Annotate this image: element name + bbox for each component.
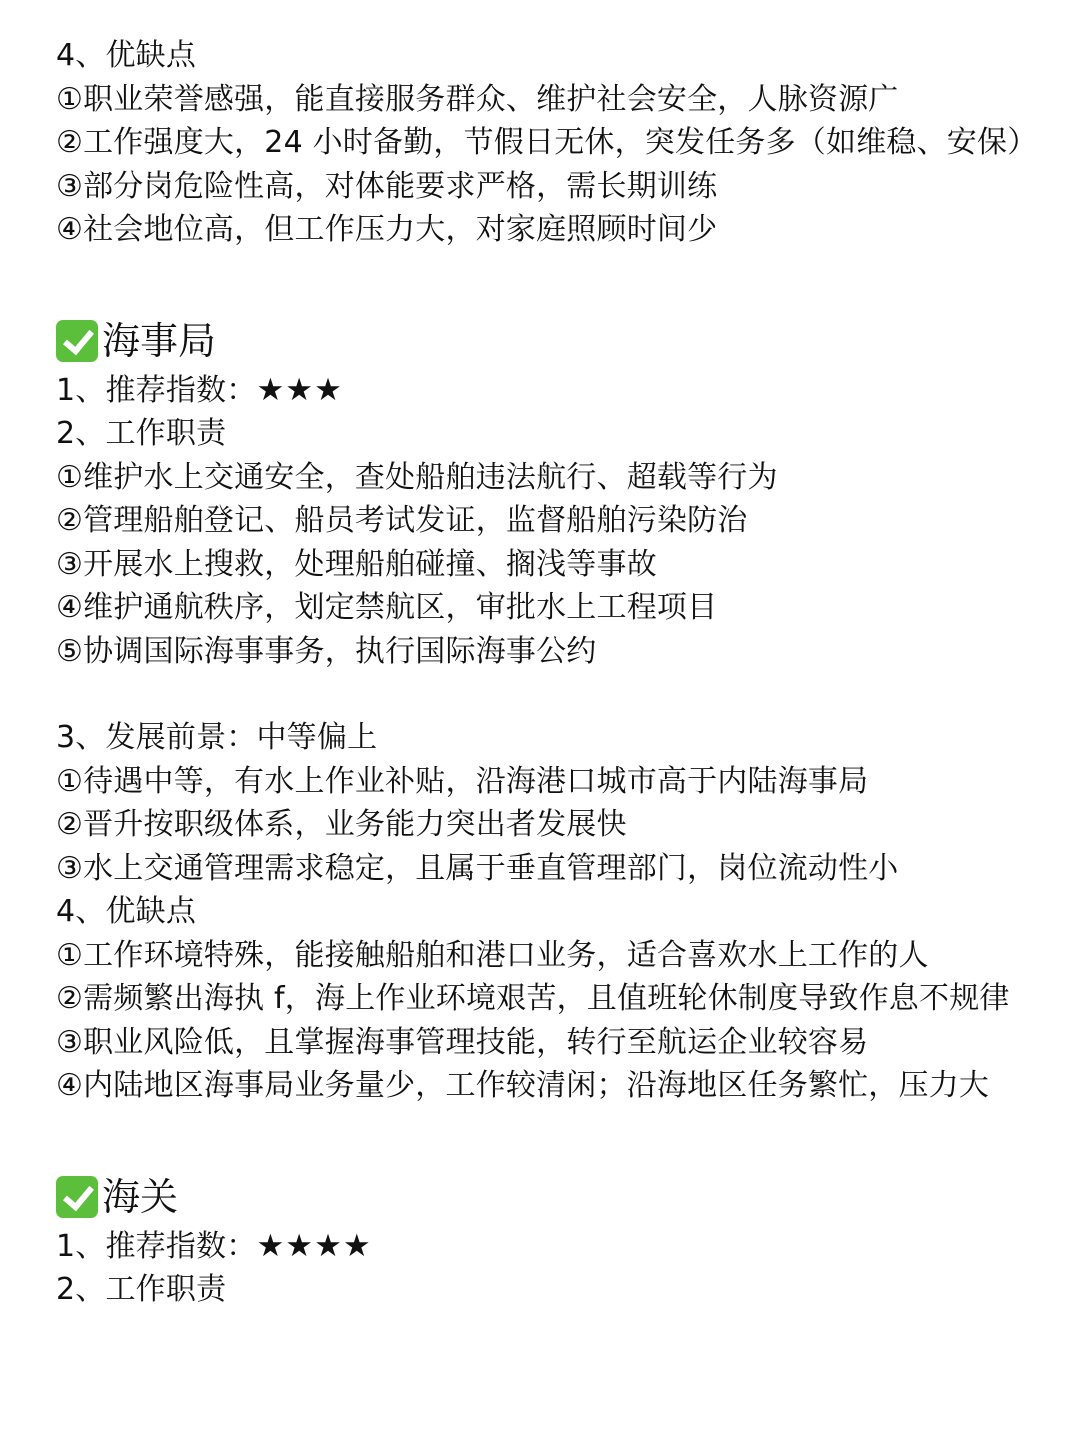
section-heading-maritime — [56, 313, 1036, 369]
list-item: ①工作环境特殊，能接触船舶和港口业务，适合喜欢水上工作的人 — [56, 937, 929, 973]
heading-text: 海关 — [102, 1174, 179, 1219]
section-heading-customs — [56, 1169, 1036, 1225]
check-mark-icon — [56, 1176, 98, 1218]
spacer — [56, 252, 1036, 307]
rating-label: 1、推荐指数： — [56, 1228, 257, 1264]
section-title: 4、优缺点 — [56, 38, 197, 73]
list-item: ③开展水上搜救，处理船舶碰撞、搁浅等事故 — [56, 546, 657, 582]
list-item: ②工作强度大，24 小时备勤，节假日无休，突发任务多（如维稳、安保） — [56, 125, 1038, 160]
section-title: 4、优缺点 — [56, 894, 197, 929]
star-rating-icon: ★★★★ — [256, 1227, 372, 1264]
heading-text: 海事局 — [102, 318, 217, 363]
list-item: ①维护水上交通安全，查处船舶违法航行、超载等行为 — [56, 459, 778, 495]
rating-row — [56, 369, 1036, 413]
check-mark-icon — [56, 320, 98, 362]
list-item: ①职业荣誉感强，能直接服务群众、维护社会安全，人脉资源广 — [56, 81, 899, 117]
rating-label: 1、推荐指数： — [56, 372, 257, 408]
list-item: ②管理船舶登记、船员考试发证，监督船舶污染防治 — [56, 503, 748, 538]
section-title: 3、发展前景：中等偏上 — [56, 720, 378, 755]
rating-row — [56, 1225, 1036, 1269]
star-rating-icon: ★★★ — [256, 371, 343, 408]
list-item: ③水上交通管理需求稳定，且属于垂直管理部门，岗位流动性小 — [56, 850, 899, 886]
list-item: ③职业风险低，且掌握海事管理技能，转行至航运企业较容易 — [56, 1024, 869, 1060]
list-item: ④维护通航秩序，划定禁航区，审批水上工程项目 — [56, 590, 718, 625]
list-item: ①待遇中等，有水上作业补贴，沿海港口城市高于内陆海事局 — [56, 763, 869, 799]
list-item: ③部分岗危险性高，对体能要求严格，需长期训练 — [56, 168, 718, 204]
section-title: 2、工作职责 — [56, 1272, 227, 1307]
list-item: ⑤协调国际海事事务，执行国际海事公约 — [56, 633, 597, 669]
spacer — [56, 673, 1036, 716]
spacer — [56, 1108, 1036, 1163]
list-item: ②晋升按职级体系，业务能力突出者发展快 — [56, 807, 627, 842]
list-item: ④内陆地区海事局业务量少，工作较清闲；沿海地区任务繁忙，压力大 — [56, 1068, 990, 1103]
list-item: ②需频繁出海执 f，海上作业环境艰苦，且值班轮休制度导致作息不规律 — [56, 981, 1010, 1016]
document-page — [56, 34, 1036, 1312]
section-title: 2、工作职责 — [56, 416, 227, 451]
list-item: ④社会地位高，但工作压力大，对家庭照顾时间少 — [56, 212, 718, 247]
